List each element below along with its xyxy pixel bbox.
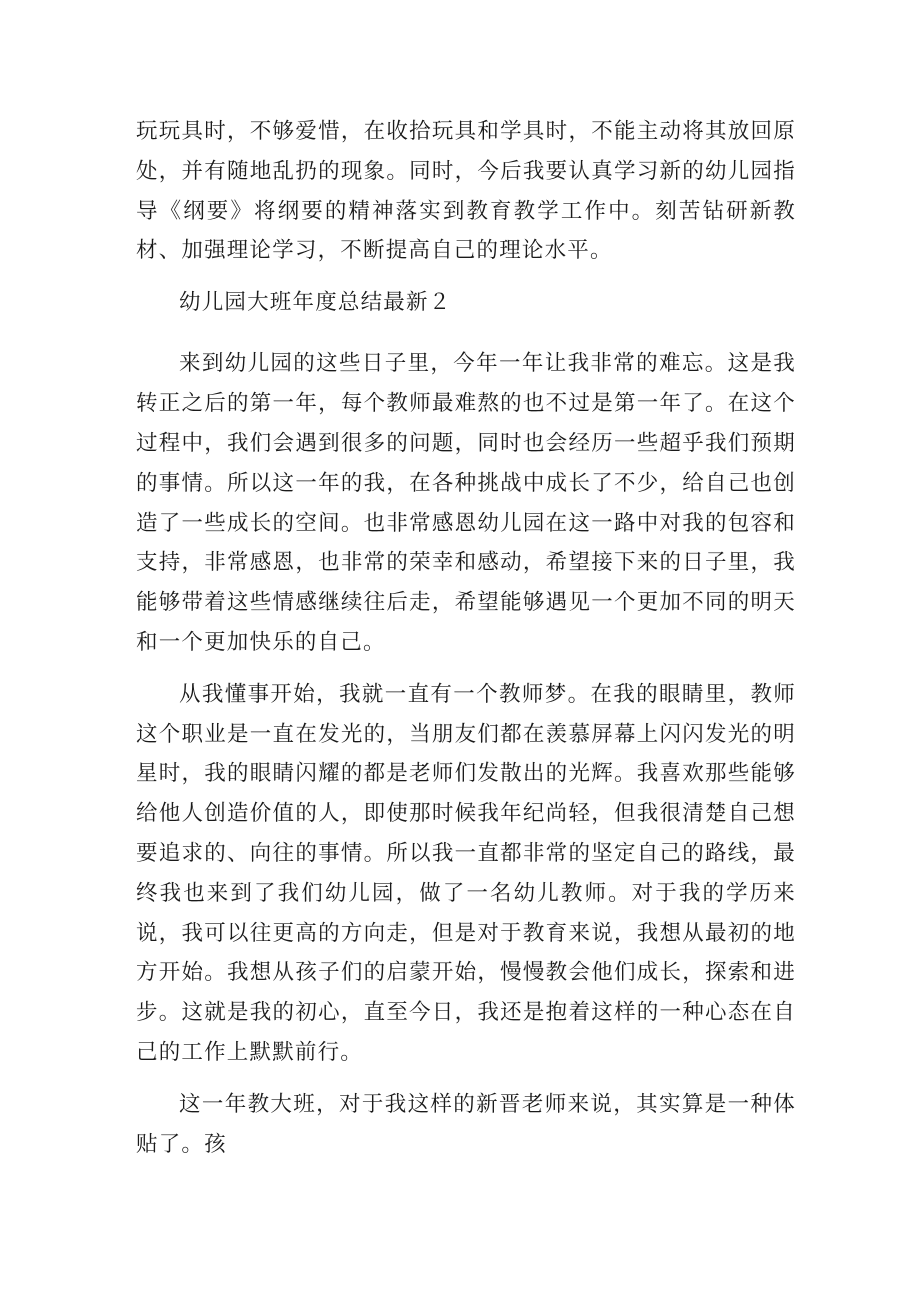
document-page — [136, 112, 796, 1164]
paragraph-senior-class: 这一年教大班，对于我这样的新晋老师来说，其实算是一种体贴了。孩 — [136, 1091, 796, 1157]
paragraph-intro: 来到幼儿园的这些日子里，今年一年让我非常的难忘。这是我转正之后的第一年，每个教师最难熬的也不过是第一年了。在这个过程中，我们会遇到很多的问题，同时也会经历一些超乎我们预期的事情。所以这一年的我，在各种挑战中成长了不少，给自己也创造了一些成长的空间。也非常感恩幼儿园在这一路中对我的包容和支持，非常感恩，也非常的荣幸和感动，希望接下来的日子里，我能够带着这些情感继续往后走，希望能够遇见一个更加不同的明天和一个更加快乐的自己。 — [136, 351, 796, 656]
section-heading: 幼儿园大班年度总结最新２ — [179, 290, 452, 316]
paragraph-dream: 从我懂事开始，我就一直有一个教师梦。在我的眼睛里，教师这个职业是一直在发光的，当朋友们都在羡慕屏幕上闪闪发光的明星时，我的眼睛闪耀的都是老师们发散出的光辉。我喜欢那些能够给他人创造价值的人，即使那时候我年纪尚轻，但我很清楚自己想要追求的、向往的事情。所以我一直都非常的坚定自己的路线，最终我也来到了我们幼儿园，做了一名幼儿教师。对于我的学历来说，我可以往更高的方向走，但是对于教育来说，我想从最初的地方开始。我想从孩子们的启蒙开始，慢慢教会他们成长，探索和进步。这就是我的初心，直至今日，我还是抱着这样的一种心态在自己的工作上默默前行。 — [136, 681, 796, 1066]
paragraph-continued: 玩玩具时，不够爱惜，在收拾玩具和学具时，不能主动将其放回原处，并有随地乱扔的现象。同时，今后我要认真学习新的幼儿园指导《纲要》将纲要的精神落实到教育教学工作中。刻苦钻研新教材、加强理论学习，不断提高自己的理论水平。 — [136, 119, 796, 264]
